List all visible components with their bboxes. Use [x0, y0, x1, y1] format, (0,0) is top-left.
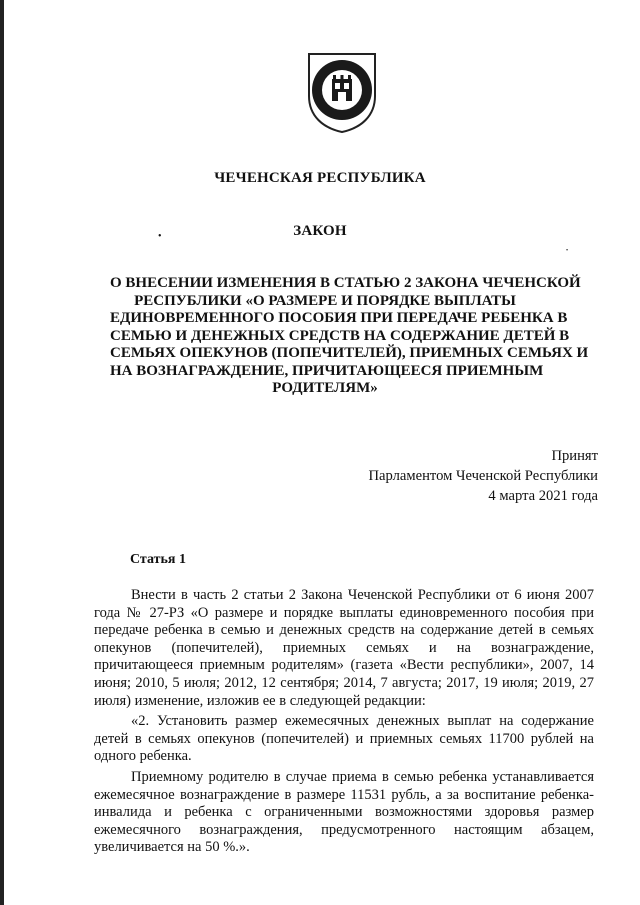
scan-speck: • — [158, 231, 162, 242]
article-heading: Статья 1 — [130, 552, 186, 567]
title-line: ЕДИНОВРЕМЕННОГО ПОСОБИЯ ПРИ ПЕРЕДАЧЕ РЕБЕНКА В — [110, 310, 568, 326]
title-line: О ВНЕСЕНИИ ИЗМЕНЕНИЯ В СТАТЬЮ 2 ЗАКОНА ЧЕЧЕНСКОЙ — [110, 275, 581, 291]
document-type-heading: ЗАКОН — [293, 223, 347, 239]
law-title — [110, 275, 589, 398]
scan-left-edge — [0, 0, 4, 905]
title-line: РОДИТЕЛЯМ» — [272, 380, 378, 396]
article-paragraph: «2. Установить размер ежемесячных денежных выплат на содержание детей в семьях опекунов (попечителей) и приемных семьях 11700 рублей на одного ребенка. — [94, 713, 594, 765]
article-paragraph: Внести в часть 2 статьи 2 Закона Чеченской Республики от 6 июня 2007 года № 27-РЗ «О размере и порядке выплаты единовременного пособия при передаче ребенка в семью и денежных средств на содержание детей в семьях опекунов (попечителей), приемных семьях и на вознаграждение, причитающееся приемным родителям» (газета «Вести республики», 2007, 14 июня; 2010, 5 июля; 2012, 12 сентября; 2014, 7 августа; 2017, 19 июля; 2019, 27 июля) изменение, изложив ее в следующей редакции: — [94, 587, 594, 709]
adoption-block — [368, 446, 598, 506]
article-body — [94, 587, 594, 860]
title-line: СЕМЬЮ И ДЕНЕЖНЫХ СРЕДСТВ НА СОДЕРЖАНИЕ ДЕТЕЙ В — [110, 327, 570, 344]
title-line: СЕМЬЯХ ОПЕКУНОВ (ПОПЕЧИТЕЛЕЙ), ПРИЕМНЫХ СЕМЬЯХ И — [110, 345, 589, 361]
region-heading: ЧЕЧЕНСКАЯ РЕСПУБЛИКА — [214, 170, 426, 186]
adoption-line: Парламентом Чеченской Республики — [368, 468, 598, 484]
coat-of-arms-icon — [303, 50, 381, 134]
scan-speck: • — [566, 248, 569, 254]
adoption-line: Принят — [551, 448, 598, 464]
adoption-date: 4 марта 2021 года — [488, 488, 598, 504]
title-line: РЕСПУБЛИКИ «О РАЗМЕРЕ И ПОРЯДКЕ ВЫПЛАТЫ — [134, 292, 516, 309]
article-paragraph: Приемному родителю в случае приема в семью ребенка устанавливается ежемесячное вознаграждение в размере 11531 рубль, а за воспитание ребенка-инвалида и ребенка с ограниченными возможностями здоровья размер ежемесячного вознаграждения, предусмотренного настоящим абзацем, увеличивается на 50 %.». — [94, 768, 594, 856]
title-line: НА ВОЗНАГРАЖДЕНИЕ, ПРИЧИТАЮЩЕЕСЯ ПРИЕМНЫМ — [110, 362, 544, 379]
